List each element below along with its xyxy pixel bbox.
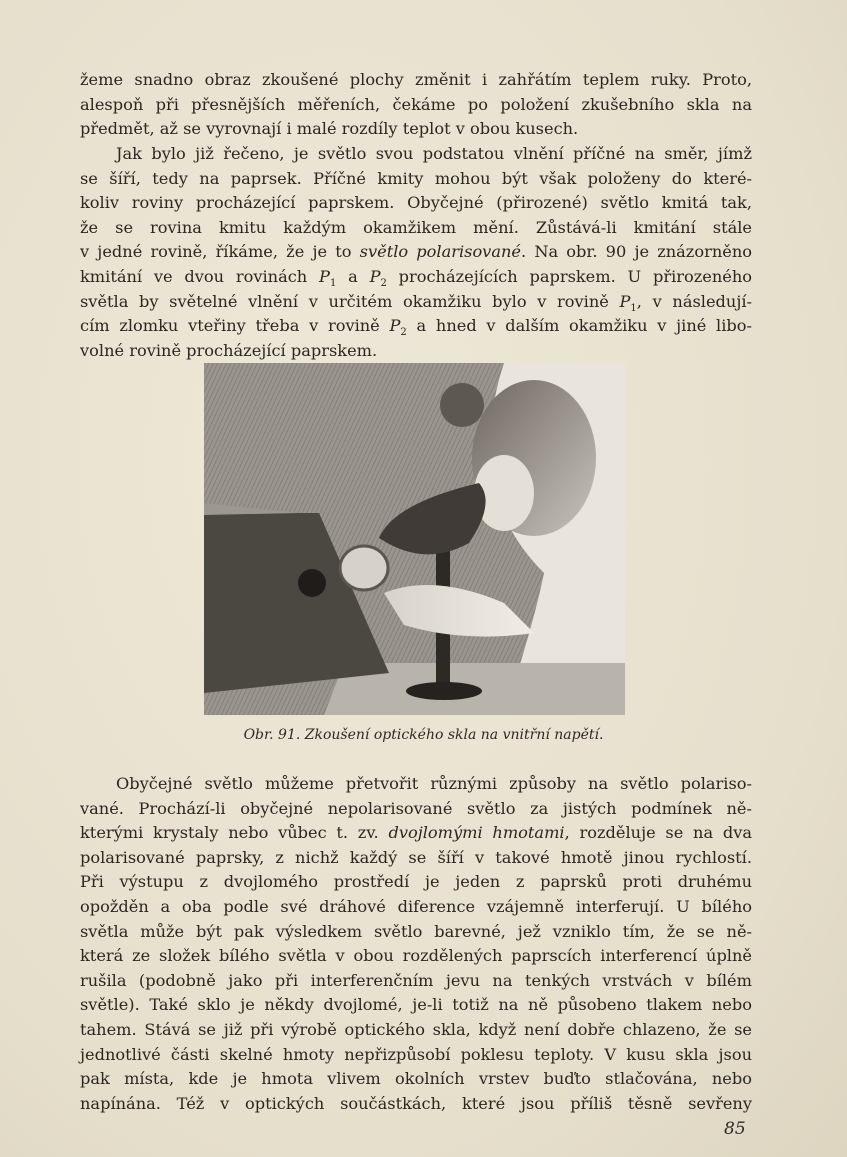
text-line: že se rovina kmitu každým okamžikem mění. Zůstává-li kmitání stále [80,217,752,237]
text-line: napínána. Též v optických součástkách, které jsou příliš těsně sevřeny [80,1093,752,1113]
text-line: kterými krystaly nebo vůbec t. zv. dvojlomými hmotami, rozděluje se na dva [80,823,752,843]
text-line: světla by světelné vlnění v určitém okamžiku bylo v rovině $P_1$, v následují- [80,291,752,314]
text-line: Při výstupu z dvojlomého prostředí je jeden z paprsků proti druhému [80,872,752,892]
text-line: kmitání ve dvou rovinách $P_1$ a $P_2$ procházejících paprskem. U přirozeného [80,266,753,290]
text-line: rušila (podobně jako při interferenčním jevu na tenkých vrstvách v bílém [80,970,752,990]
text-line: alespoň při přesnějších měřeních, čekáme po položení zkušebního skla na [80,94,752,114]
text-line: která ze složek bílého světla v obou rozdělených paprscích interferencí úplně [80,946,752,966]
text-line: pak místa, kde je hmota vlivem okolních vrstev buďto stlačována, nebo [80,1069,752,1089]
text-line: žeme snadno obraz zkoušené plochy změnit i zahřátím teplem ruky. Proto, [80,70,752,89]
emphasis-polarized-light: světlo polarisované [359,242,521,262]
text-line: opožděn a oba podle své dráhové diference vzájemně interferují. U bílého [80,896,752,916]
paragraph-2 [80,142,752,363]
text-line: koliv roviny procházející paprskem. Obyčejné (přirozené) světlo kmitá tak, [80,193,752,213]
emphasis-birefringent: dvojlomými hmotami [388,823,565,843]
text-line: předmět, až se vyrovnají i malé rozdíly teplot v obou kusech. [80,119,579,139]
figure-photo [204,363,625,715]
text-line: tahem. Stává se již při výrobě optického skla, když není dobře chlazeno, že se [80,1019,752,1039]
text-line: Obyčejné světlo můžeme přetvořit různými způsoby na světlo polariso- [116,774,752,793]
text-line: světla může být pak výsledkem světlo barevné, jež vzniklo tím, že se ně- [80,921,752,941]
text-line: v jedné rovině, říkáme, že je to světlo polarisované. Na obr. 90 je znázorněno [80,242,752,262]
figure-caption: Obr. 91. Zkoušení optického skla na vnitřní napětí. [243,727,604,743]
text-line: vané. Prochází-li obyčejné nepolarisované světlo za jistých podmínek ně- [80,798,752,818]
photo-illustration [204,363,625,715]
text-line: volné rovině procházející paprskem. [80,340,378,360]
paragraph-1 [80,68,752,142]
paragraph-3 [80,772,752,1116]
text-line: světle). Také sklo je někdy dvojlomé, je-li totiž na ně působeno tlakem nebo [80,995,752,1015]
text-line: cím zlomku vteřiny třeba v rovině $P_2$ a hned v dalším okamžiku v jiné libo- [80,316,752,339]
text-line: se šíří, tedy na paprsek. Příčné kmity mohou být však položeny do které- [80,168,752,188]
text-line: polarisované paprsky, z nichž každý se šíří v takové hmotě jinou rychlostí. [80,847,752,867]
page-number: 85 [724,1119,746,1139]
text-line: Jak bylo již řečeno, je světlo svou podstatou vlnění příčné na směr, jímž [116,144,752,163]
text-line: jednotlivé části skelné hmoty nepřizpůsobí poklesu teploty. V kusu skla jsou [80,1044,752,1064]
